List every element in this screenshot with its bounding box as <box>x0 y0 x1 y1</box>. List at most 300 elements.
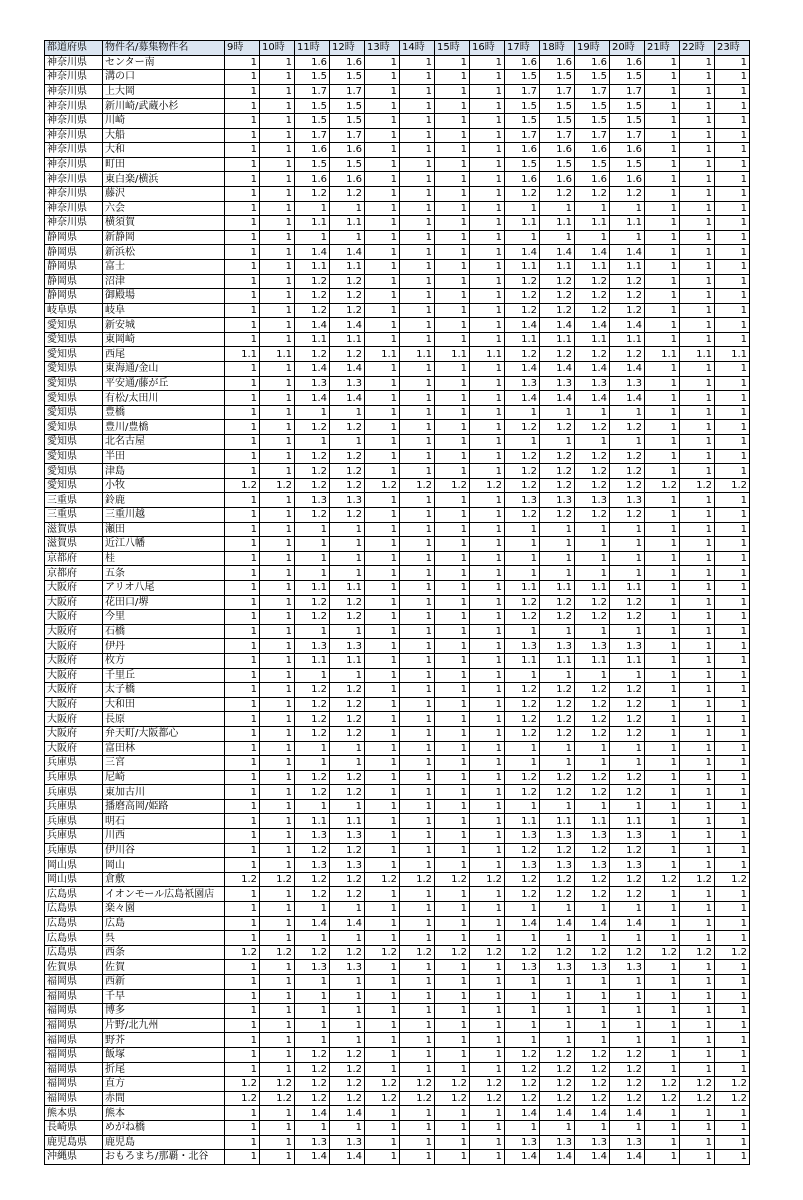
rate-cell: 1.5 <box>610 113 645 128</box>
rate-cell: 1 <box>400 157 435 172</box>
rate-cell: 1 <box>260 464 295 479</box>
rate-cell: 1 <box>470 566 505 581</box>
property-name-cell: 北名古屋 <box>103 435 225 450</box>
rate-cell: 1.5 <box>540 113 575 128</box>
rate-cell: 1.2 <box>540 785 575 800</box>
rate-cell: 1.2 <box>295 683 330 698</box>
rate-cell: 1.1 <box>505 259 540 274</box>
rate-cell: 1.4 <box>295 318 330 333</box>
rate-cell: 1 <box>470 318 505 333</box>
prefecture-cell: 愛知県 <box>45 435 103 450</box>
rate-cell: 1.2 <box>295 1077 330 1092</box>
rate-cell: 1 <box>260 610 295 625</box>
rate-cell: 1 <box>715 580 750 595</box>
rate-cell: 1 <box>610 435 645 450</box>
table-row <box>45 595 750 610</box>
rate-cell: 1 <box>715 157 750 172</box>
rate-cell: 1 <box>260 113 295 128</box>
rate-cell: 1 <box>470 435 505 450</box>
rate-cell: 1 <box>715 887 750 902</box>
property-name-cell: 平安通/藤が丘 <box>103 376 225 391</box>
table-row <box>45 332 750 347</box>
rate-cell: 1.3 <box>540 960 575 975</box>
table-row <box>45 1004 750 1019</box>
rate-cell: 1 <box>435 960 470 975</box>
rate-cell: 1.2 <box>610 1077 645 1092</box>
rate-cell: 1 <box>435 653 470 668</box>
rate-cell: 1 <box>645 1106 680 1121</box>
table-row <box>45 829 750 844</box>
rate-cell: 1.2 <box>540 186 575 201</box>
rate-cell: 1 <box>680 1120 715 1135</box>
rate-cell: 1.1 <box>505 814 540 829</box>
rate-cell: 1 <box>365 259 400 274</box>
rate-cell: 1 <box>260 931 295 946</box>
rate-cell: 1 <box>365 624 400 639</box>
rate-cell: 1 <box>295 522 330 537</box>
rate-cell: 1.4 <box>505 1106 540 1121</box>
rate-cell: 1 <box>540 1120 575 1135</box>
property-name-cell: 沼津 <box>103 274 225 289</box>
rate-cell: 1 <box>400 1120 435 1135</box>
table-row <box>45 405 750 420</box>
rate-cell: 1.1 <box>295 259 330 274</box>
rate-cell: 1.1 <box>505 332 540 347</box>
rate-cell: 1.4 <box>330 1150 365 1165</box>
rate-cell: 1 <box>715 858 750 873</box>
rate-cell: 1 <box>365 756 400 771</box>
rate-cell: 1.2 <box>505 843 540 858</box>
rate-cell: 1 <box>680 624 715 639</box>
rate-cell: 1 <box>225 405 260 420</box>
rate-cell: 1 <box>365 201 400 216</box>
rate-cell: 1 <box>610 902 645 917</box>
rate-cell: 1 <box>400 493 435 508</box>
table-row <box>45 566 750 581</box>
rate-cell: 1 <box>645 843 680 858</box>
property-name-cell: 佐賀 <box>103 960 225 975</box>
rate-cell: 1 <box>365 143 400 158</box>
table-row <box>45 756 750 771</box>
rate-cell: 1 <box>365 712 400 727</box>
prefecture-cell: 広島県 <box>45 931 103 946</box>
rate-cell: 1 <box>470 172 505 187</box>
rate-cell: 1 <box>680 697 715 712</box>
rate-cell: 1.2 <box>610 872 645 887</box>
rate-cell: 1 <box>575 551 610 566</box>
rate-cell: 1 <box>715 289 750 304</box>
rate-cell: 1 <box>295 1120 330 1135</box>
rate-cell: 1 <box>295 668 330 683</box>
rate-cell: 1.3 <box>540 858 575 873</box>
rate-cell: 1 <box>645 741 680 756</box>
rate-cell: 1 <box>470 595 505 610</box>
rate-cell: 1.6 <box>295 172 330 187</box>
rate-cell: 1 <box>225 1047 260 1062</box>
rate-cell: 1 <box>365 639 400 654</box>
rate-cell: 1 <box>435 1018 470 1033</box>
rate-cell: 1 <box>470 143 505 158</box>
property-name-cell: 三宮 <box>103 756 225 771</box>
rate-cell: 1.4 <box>610 391 645 406</box>
property-name-cell: 新川崎/武蔵小杉 <box>103 99 225 114</box>
rate-cell: 1 <box>470 799 505 814</box>
rate-cell: 1.5 <box>330 113 365 128</box>
rate-cell: 1.1 <box>330 216 365 231</box>
rate-cell: 1 <box>365 595 400 610</box>
rate-cell: 1 <box>330 931 365 946</box>
rate-cell: 1.2 <box>225 945 260 960</box>
property-name-cell: 楽々園 <box>103 902 225 917</box>
rate-cell: 1 <box>470 785 505 800</box>
rate-cell: 1.2 <box>295 274 330 289</box>
header-hour: 23時 <box>715 41 750 56</box>
property-name-cell: 藤沢 <box>103 186 225 201</box>
rate-cell: 1 <box>470 1106 505 1121</box>
rate-cell: 1 <box>645 99 680 114</box>
rate-cell: 1 <box>645 128 680 143</box>
rate-cell: 1 <box>225 1062 260 1077</box>
property-name-cell: 大船 <box>103 128 225 143</box>
property-name-cell: 有松/太田川 <box>103 391 225 406</box>
property-name-cell: 六会 <box>103 201 225 216</box>
rate-cell: 1 <box>715 449 750 464</box>
rate-cell: 1.4 <box>540 391 575 406</box>
rate-cell: 1 <box>400 99 435 114</box>
rate-cell: 1 <box>260 829 295 844</box>
rate-cell: 1 <box>225 566 260 581</box>
rate-cell: 1 <box>260 814 295 829</box>
rate-cell: 1 <box>365 113 400 128</box>
rate-cell: 1.2 <box>260 945 295 960</box>
property-name-cell: 長原 <box>103 712 225 727</box>
prefecture-cell: 福岡県 <box>45 1062 103 1077</box>
rate-cell: 1 <box>435 610 470 625</box>
rate-cell: 1 <box>715 770 750 785</box>
property-name-cell: 西条 <box>103 945 225 960</box>
rate-cell: 1.4 <box>575 1150 610 1165</box>
property-name-cell: 新安城 <box>103 318 225 333</box>
rate-cell: 1.5 <box>575 157 610 172</box>
rate-cell: 1 <box>645 566 680 581</box>
rate-cell: 1.4 <box>505 1150 540 1165</box>
rate-cell: 1 <box>435 989 470 1004</box>
rate-cell: 1 <box>365 303 400 318</box>
rate-cell: 1 <box>470 70 505 85</box>
rate-cell: 1 <box>470 639 505 654</box>
property-name-cell: 伊丹 <box>103 639 225 654</box>
rate-cell: 1.3 <box>295 1135 330 1150</box>
prefecture-cell: 神奈川県 <box>45 70 103 85</box>
rate-cell: 1.2 <box>330 887 365 902</box>
rate-cell: 1 <box>400 274 435 289</box>
prefecture-cell: 福岡県 <box>45 975 103 990</box>
rate-cell: 1.2 <box>330 1091 365 1106</box>
rate-cell: 1.2 <box>540 347 575 362</box>
rate-cell: 1 <box>470 113 505 128</box>
rate-cell: 1.2 <box>505 420 540 435</box>
property-name-cell: 播磨高岡/姫路 <box>103 799 225 814</box>
rate-cell: 1.3 <box>540 493 575 508</box>
rate-cell: 1 <box>260 420 295 435</box>
table-body <box>45 55 750 1164</box>
rate-cell: 1.5 <box>295 70 330 85</box>
table-row <box>45 508 750 523</box>
rate-cell: 1.3 <box>330 493 365 508</box>
rate-cell: 1 <box>365 318 400 333</box>
property-name-cell: 東岡崎 <box>103 332 225 347</box>
rate-cell: 1 <box>225 216 260 231</box>
property-name-cell: 博多 <box>103 1004 225 1019</box>
rate-cell: 1.1 <box>400 347 435 362</box>
header-property-name: 物件名/募集物件名 <box>103 41 225 56</box>
table-row <box>45 449 750 464</box>
rate-cell: 1 <box>575 201 610 216</box>
prefecture-cell: 静岡県 <box>45 245 103 260</box>
rate-cell: 1.2 <box>470 1077 505 1092</box>
rate-cell: 1.2 <box>435 945 470 960</box>
rate-cell: 1 <box>225 697 260 712</box>
rate-cell: 1 <box>400 1150 435 1165</box>
rate-cell: 1 <box>260 303 295 318</box>
header-row <box>45 41 750 56</box>
rate-cell: 1 <box>330 989 365 1004</box>
rate-cell: 1 <box>260 1033 295 1048</box>
prefecture-cell: 兵庫県 <box>45 829 103 844</box>
table-row <box>45 1150 750 1165</box>
rate-cell: 1 <box>645 697 680 712</box>
rate-cell: 1 <box>400 902 435 917</box>
rate-cell: 1 <box>400 289 435 304</box>
rate-cell: 1 <box>575 756 610 771</box>
rate-cell: 1 <box>400 376 435 391</box>
rate-cell: 1.2 <box>610 1062 645 1077</box>
rate-cell: 1.4 <box>295 1150 330 1165</box>
rate-cell: 1.5 <box>575 99 610 114</box>
rate-cell: 1.2 <box>575 872 610 887</box>
property-name-cell: 呉 <box>103 931 225 946</box>
rate-cell: 1 <box>540 435 575 450</box>
rate-cell: 1.3 <box>505 829 540 844</box>
rate-cell: 1.2 <box>295 785 330 800</box>
rate-cell: 1.2 <box>330 712 365 727</box>
rate-cell: 1 <box>260 230 295 245</box>
property-name-cell: 富士 <box>103 259 225 274</box>
rate-cell: 1 <box>645 84 680 99</box>
rate-cell: 1 <box>715 70 750 85</box>
rate-cell: 1 <box>715 610 750 625</box>
rate-cell: 1 <box>715 902 750 917</box>
table-row <box>45 216 750 231</box>
rate-cell: 1 <box>260 624 295 639</box>
rate-cell: 1 <box>400 580 435 595</box>
rate-cell: 1 <box>260 201 295 216</box>
rate-cell: 1.2 <box>540 289 575 304</box>
rate-cell: 1.2 <box>715 1077 750 1092</box>
rate-cell: 1.1 <box>610 653 645 668</box>
rate-cell: 1 <box>680 186 715 201</box>
rate-cell: 1.3 <box>540 376 575 391</box>
rate-cell: 1 <box>680 230 715 245</box>
rate-cell: 1.1 <box>610 332 645 347</box>
rate-cell: 1 <box>260 332 295 347</box>
rate-cell: 1 <box>225 1120 260 1135</box>
rate-cell: 1.2 <box>505 1077 540 1092</box>
rate-cell: 1 <box>225 829 260 844</box>
rate-cell: 1 <box>645 829 680 844</box>
header-hour: 20時 <box>610 41 645 56</box>
rate-cell: 1 <box>330 201 365 216</box>
rate-cell: 1.6 <box>575 55 610 70</box>
rate-cell: 1 <box>505 1018 540 1033</box>
rate-cell: 1.6 <box>540 172 575 187</box>
rate-cell: 1.2 <box>295 289 330 304</box>
property-name-cell: センター南 <box>103 55 225 70</box>
rate-cell: 1.1 <box>505 580 540 595</box>
rate-cell: 1.4 <box>610 362 645 377</box>
rate-cell: 1 <box>295 989 330 1004</box>
prefecture-cell: 福岡県 <box>45 1047 103 1062</box>
rate-cell: 1 <box>540 902 575 917</box>
rate-cell: 1 <box>715 318 750 333</box>
rate-cell: 1.4 <box>295 1106 330 1121</box>
rate-cell: 1 <box>680 508 715 523</box>
rate-cell: 1 <box>435 318 470 333</box>
rate-cell: 1.2 <box>505 770 540 785</box>
rate-cell: 1 <box>225 989 260 1004</box>
rate-cell: 1 <box>400 624 435 639</box>
rate-cell: 1 <box>505 902 540 917</box>
table-row <box>45 274 750 289</box>
rate-cell: 1 <box>435 405 470 420</box>
rate-cell: 1 <box>680 216 715 231</box>
rate-cell: 1 <box>435 580 470 595</box>
prefecture-cell: 兵庫県 <box>45 785 103 800</box>
prefecture-cell: 静岡県 <box>45 230 103 245</box>
rate-cell: 1 <box>645 405 680 420</box>
rate-cell: 1 <box>400 435 435 450</box>
rate-cell: 1.1 <box>610 814 645 829</box>
rate-cell: 1 <box>435 726 470 741</box>
rate-cell: 1.2 <box>610 303 645 318</box>
property-name-cell: 新静岡 <box>103 230 225 245</box>
rate-cell: 1.2 <box>575 449 610 464</box>
rate-cell: 1 <box>470 858 505 873</box>
rate-cell: 1 <box>680 464 715 479</box>
rate-cell: 1.2 <box>295 1047 330 1062</box>
rate-cell: 1.1 <box>505 653 540 668</box>
rate-cell: 1 <box>470 624 505 639</box>
table-row <box>45 55 750 70</box>
rate-cell: 1 <box>225 318 260 333</box>
rate-cell: 1 <box>365 902 400 917</box>
rate-cell: 1.1 <box>295 653 330 668</box>
rate-cell: 1 <box>400 595 435 610</box>
rate-cell: 1 <box>715 756 750 771</box>
rate-cell: 1 <box>715 405 750 420</box>
rate-cell: 1.7 <box>505 84 540 99</box>
rate-cell: 1 <box>645 362 680 377</box>
rate-cell: 1 <box>645 668 680 683</box>
property-name-cell: 大和田 <box>103 697 225 712</box>
rate-cell: 1 <box>295 741 330 756</box>
rate-cell: 1.2 <box>225 1077 260 1092</box>
rate-cell: 1 <box>680 1062 715 1077</box>
rate-cell: 1 <box>715 1135 750 1150</box>
rate-cell: 1 <box>680 1106 715 1121</box>
property-name-cell: 東白楽/横浜 <box>103 172 225 187</box>
rate-cell: 1 <box>365 70 400 85</box>
rate-cell: 1 <box>365 668 400 683</box>
rate-cell: 1 <box>435 1150 470 1165</box>
rate-cell: 1 <box>470 916 505 931</box>
rate-cell: 1 <box>365 464 400 479</box>
rate-cell: 1 <box>575 624 610 639</box>
rate-cell: 1.2 <box>610 1091 645 1106</box>
rate-cell: 1 <box>715 1047 750 1062</box>
rate-cell: 1.1 <box>575 216 610 231</box>
rate-cell: 1 <box>645 551 680 566</box>
rate-cell: 1 <box>680 362 715 377</box>
rate-cell: 1 <box>645 201 680 216</box>
rate-cell: 1.2 <box>295 595 330 610</box>
rate-cell: 1.2 <box>330 347 365 362</box>
rate-cell: 1 <box>680 70 715 85</box>
rate-cell: 1 <box>435 1106 470 1121</box>
rate-cell: 1 <box>400 887 435 902</box>
rate-cell: 1.3 <box>295 829 330 844</box>
rate-cell: 1 <box>225 712 260 727</box>
rate-cell: 1.2 <box>295 945 330 960</box>
header-hour: 11時 <box>295 41 330 56</box>
table-row <box>45 697 750 712</box>
prefecture-cell: 神奈川県 <box>45 201 103 216</box>
rate-cell: 1.5 <box>610 99 645 114</box>
rate-cell: 1 <box>330 566 365 581</box>
rate-cell: 1.1 <box>540 332 575 347</box>
rate-cell: 1 <box>645 55 680 70</box>
rate-cell: 1 <box>505 756 540 771</box>
rate-cell: 1 <box>435 624 470 639</box>
rate-cell: 1 <box>470 1033 505 1048</box>
rate-cell: 1 <box>715 493 750 508</box>
rate-cell: 1 <box>225 756 260 771</box>
rate-cell: 1 <box>645 902 680 917</box>
rate-cell: 1.2 <box>330 872 365 887</box>
header-hour: 18時 <box>540 41 575 56</box>
rate-cell: 1 <box>680 245 715 260</box>
rate-cell: 1.3 <box>295 858 330 873</box>
property-name-cell: 御殿場 <box>103 289 225 304</box>
rate-cell: 1.5 <box>505 113 540 128</box>
property-name-cell: 折尾 <box>103 1062 225 1077</box>
rate-cell: 1 <box>435 376 470 391</box>
rate-cell: 1 <box>260 770 295 785</box>
rate-cell: 1 <box>645 420 680 435</box>
rate-cell: 1 <box>400 113 435 128</box>
rate-cell: 1 <box>400 653 435 668</box>
rate-cell: 1 <box>680 770 715 785</box>
rate-cell: 1 <box>365 1135 400 1150</box>
rate-cell: 1.5 <box>505 70 540 85</box>
rate-cell: 1 <box>435 551 470 566</box>
rate-cell: 1 <box>400 697 435 712</box>
table-row <box>45 157 750 172</box>
rate-cell: 1 <box>225 785 260 800</box>
header-hour: 17時 <box>505 41 540 56</box>
prefecture-cell: 熊本県 <box>45 1106 103 1121</box>
rate-cell: 1.4 <box>505 318 540 333</box>
